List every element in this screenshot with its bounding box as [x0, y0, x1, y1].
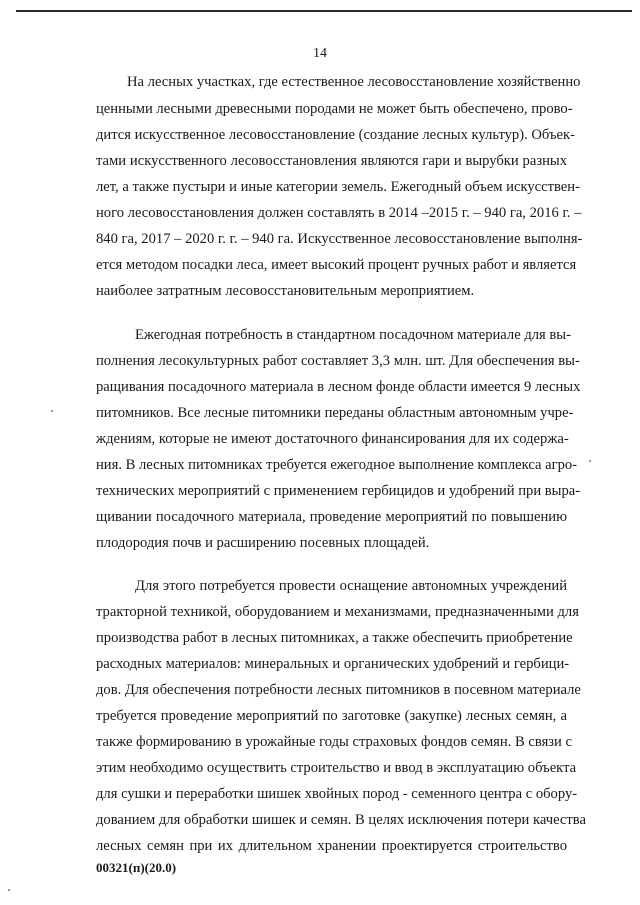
text-line: дованием для обработки шишек и семян. В целях исключения потери качества	[96, 812, 586, 828]
text-line: наиболее затратным лесовосстановительным мероприятием.	[96, 283, 475, 299]
text-line: технических мероприятий с применением гербицидов и удобрений при выра-	[96, 483, 581, 499]
text-line: требуется проведение мероприятий по заготовке (закупке) лесных семян, а	[96, 708, 567, 724]
scan-speck	[589, 460, 591, 462]
scan-speck	[51, 410, 53, 412]
top-scan-rule	[16, 10, 632, 12]
text-line: ния. В лесных питомниках требуется ежегодное выполнение комплекса агро-	[96, 457, 578, 473]
text-line: этим необходимо осуществить строительство и ввод в эксплуатацию объекта	[96, 760, 577, 776]
text-line: питомников. Все лесные питомники переданы областным автономным учре-	[96, 405, 574, 421]
text-line: ценными лесными древесными породами не может быть обеспечено, прово-	[96, 101, 573, 117]
text-line: лесных семян при их длительном хранении проектируется строительство	[96, 838, 567, 854]
text-line: ращивания посадочного материала в лесном фонде области имеется 9 лесных	[96, 379, 581, 395]
text-line: тракторной техникой, оборудованием и механизмами, предназначенными для	[96, 604, 579, 620]
text-line: для сушки и переработки шишек хвойных пород - семенного центра с обору-	[96, 786, 578, 802]
document-code: 00321(п)(20.0)	[96, 860, 177, 875]
text-line: дов. Для обеспечения потребности лесных питомников в посевном материале	[96, 682, 581, 698]
text-line: Ежегодная потребность в стандартном посадочном материале для вы-	[135, 327, 571, 343]
text-line: ного лесовосстановления должен составлять в 2014 –2015 г. – 940 га, 2016 г. –	[96, 205, 582, 221]
text-line: ется методом посадки леса, имеет высокий процент ручных работ и является	[96, 257, 577, 273]
text-line: дится искусственное лесовосстановление (создание лесных культур). Объек-	[96, 127, 575, 143]
text-line: тами искусственного лесовосстановления являются гари и вырубки разных	[96, 153, 567, 169]
page-number: 14	[313, 46, 327, 61]
text-line: щивании посадочного материала, проведение мероприятий по повышению	[96, 509, 567, 525]
text-line: лет, а также пустыри и иные категории земель. Ежегодный объем искусствен-	[96, 179, 580, 195]
text-line: производства работ в лесных питомниках, а также обеспечить приобретение	[96, 630, 573, 646]
text-line: На лесных участках, где естественное лесовосстановление хозяйственно	[127, 74, 581, 90]
text-line: Для этого потребуется провести оснащение автономных учреждений	[135, 578, 567, 594]
text-line: полнения лесокультурных работ составляет 3,3 млн. шт. Для обеспечения вы-	[96, 353, 580, 369]
text-line: также формированию в урожайные годы страховых фондов семян. В связи с	[96, 734, 572, 750]
text-line: плодородия почв и расширению посевных площадей.	[96, 535, 430, 551]
text-line: расходных материалов: минеральных и органических удобрений и гербици-	[96, 656, 570, 672]
scan-speck	[8, 889, 10, 891]
text-line: 840 га, 2017 – 2020 г. г. – 940 га. Искусственное лесовосстановление выполня-	[96, 231, 583, 247]
text-line: ждениям, которые не имеют достаточного финансирования для их содержа-	[96, 431, 569, 447]
